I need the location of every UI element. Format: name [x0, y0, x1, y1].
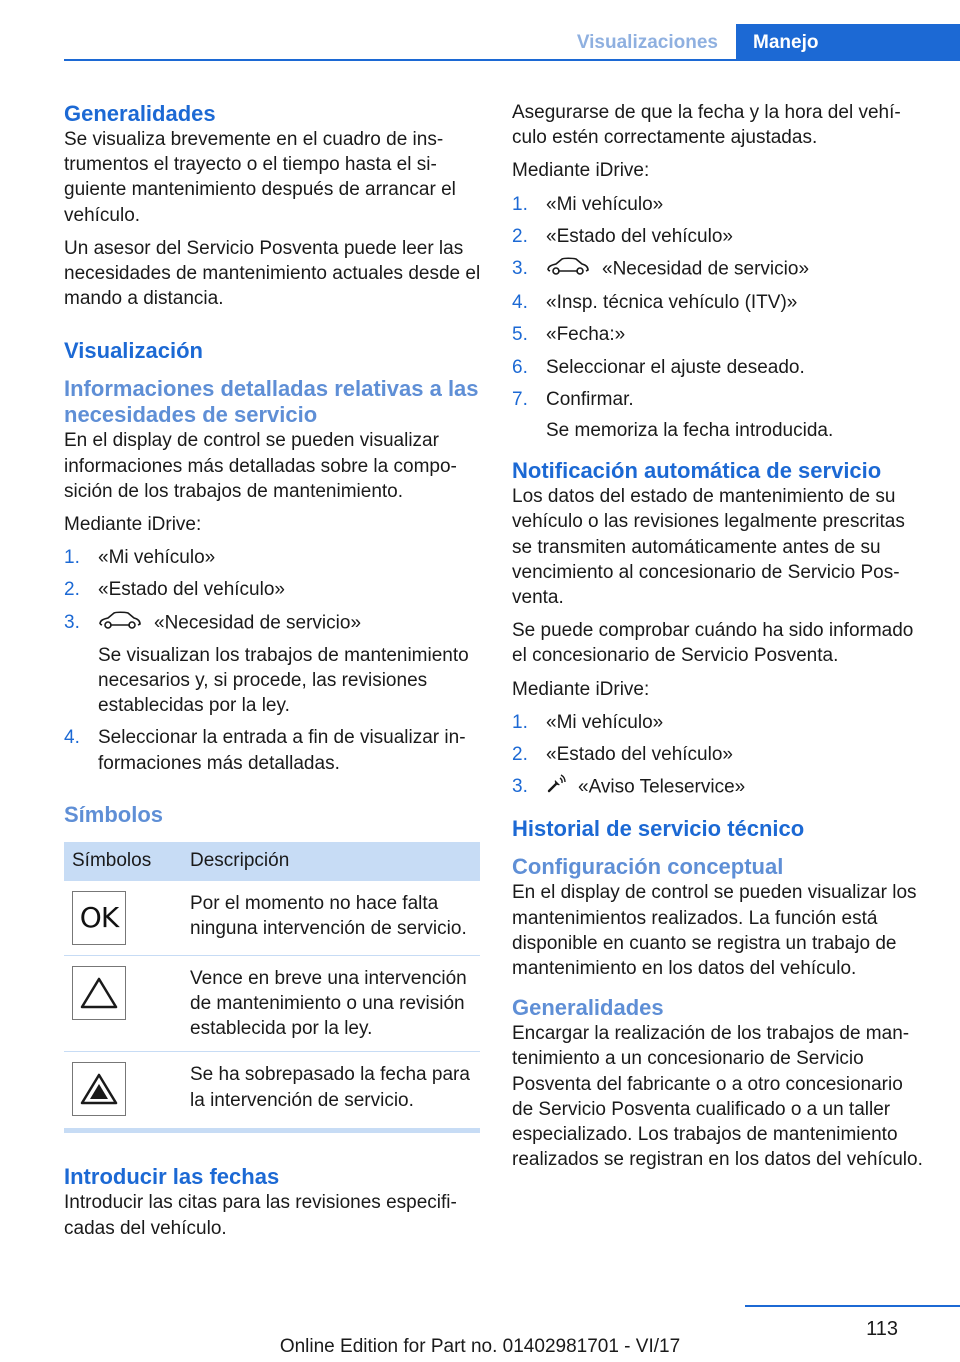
wrench-signal-icon	[546, 774, 566, 801]
table-header-symbols: Símbolos	[64, 842, 182, 881]
steps-list	[512, 192, 928, 444]
table-cell-icon	[64, 881, 182, 956]
warning-triangle-icon	[72, 966, 126, 1020]
step-number: 4.	[512, 292, 528, 314]
heading-simbolos: Símbolos	[64, 801, 164, 827]
edition-footer: Online Edition for Part no. 01402981701 - VI/17	[279, 1336, 681, 1357]
list-item	[512, 355, 928, 380]
step-text: «Estado del vehículo»	[546, 225, 733, 247]
list-item	[512, 774, 928, 801]
step-subtext: Se memoriza la fecha introducida.	[546, 420, 834, 442]
table-cell-description: Se ha sobrepasado la fecha para la intervención de servicio.	[190, 1064, 470, 1111]
table-cell-icon	[64, 1052, 182, 1127]
step-number: 1.	[512, 193, 528, 215]
paragraph: Mediante iDrive:	[64, 514, 202, 536]
step-text: «Mi vehículo»	[546, 711, 664, 733]
paragraph: En el display de control se pueden visualizar informaciones más detalladas sobre la composición de los trabajos de mantenimiento.	[64, 430, 457, 502]
warning-triangle-filled-icon	[72, 1062, 126, 1116]
table-cell-description: Vence en breve una intervención de mantenimiento o una revisión establecida por la ley.	[182, 955, 480, 1052]
step-text: «Necesidad de servicio»	[602, 258, 810, 280]
header-rule	[64, 59, 960, 61]
list-item	[512, 192, 928, 217]
step-text: «Fecha:»	[546, 324, 626, 346]
list-item	[512, 290, 928, 315]
paragraph: Introducir las citas para las revisiones especificadas del vehículo.	[64, 1192, 457, 1239]
paragraph: Mediante iDrive:	[512, 678, 650, 700]
table-end-rule	[64, 1128, 480, 1133]
step-number: 3.	[512, 776, 528, 798]
section-tab: Visualizaciones	[576, 32, 718, 53]
list-item	[64, 545, 482, 570]
list-item	[64, 725, 482, 775]
list-item	[512, 742, 928, 767]
list-item	[512, 710, 928, 735]
paragraph: Encargar la realización de los trabajos de mantenimiento a un concesionario de Servicio Posventa del fabricante o a otro concesionario de Servicio Posventa cualificado o a un taller especializado. Los trabajos de mantenimiento realizados se registran en los datos del vehículo.	[512, 1023, 923, 1171]
chapter-tab: Manejo	[736, 24, 960, 61]
step-text: «Mi vehículo»	[98, 547, 216, 569]
heading-visualizacion: Visualización	[64, 338, 203, 364]
step-text: «Estado del vehículo»	[546, 744, 733, 766]
paragraph: En el display de control se pueden visualizar los mantenimientos realizados. La función está disponible en cuanto se registra un trabajo de mantenimiento en los datos del vehículo.	[512, 882, 917, 980]
table-cell-description: Por el momento no hace falta ninguna intervención de servicio.	[182, 881, 480, 956]
steps-list	[64, 545, 482, 776]
ok-icon	[72, 891, 126, 945]
step-text: «Insp. técnica vehículo (ITV)»	[546, 292, 798, 314]
table-row	[64, 955, 480, 1052]
right-column	[512, 100, 928, 1181]
step-number: 1.	[64, 547, 80, 569]
list-item	[512, 322, 928, 347]
paragraph: Asegurarse de que la fecha y la hora del vehículo estén correctamente ajustadas.	[512, 102, 901, 149]
step-text: «Mi vehículo»	[546, 193, 664, 215]
table-row	[64, 1052, 480, 1127]
left-column	[64, 100, 482, 1249]
step-text: «Estado del vehículo»	[98, 579, 285, 601]
ok-icon-label: OK	[79, 901, 119, 935]
steps-list	[512, 710, 928, 802]
page-header	[64, 24, 960, 61]
table-row	[64, 881, 480, 956]
step-text: Confirmar.	[546, 388, 634, 410]
step-text: Seleccionar la entrada a fin de visualizar informaciones más detalladas.	[98, 727, 466, 774]
step-text: «Necesidad de servicio»	[154, 612, 362, 634]
table-cell-icon	[64, 955, 182, 1052]
step-number: 6.	[512, 356, 528, 378]
heading-generalidades-2: Generalidades	[512, 995, 664, 1021]
step-number: 2.	[512, 225, 528, 247]
paragraph: Se visualiza brevemente en el cuadro de instrumentos el trayecto o el tiempo hasta el siguiente mantenimiento después de arrancar el vehículo.	[64, 129, 456, 226]
list-item	[512, 387, 928, 443]
step-text: «Aviso Teleservice»	[578, 776, 746, 798]
list-item	[512, 256, 928, 283]
footer-rule	[745, 1305, 960, 1307]
paragraph: Los datos del estado de mantenimiento de su vehículo o las revisiones legalmente prescritas se transmiten automáticamente antes de su vencimiento al concesionario de Servicio Posventa.	[512, 486, 905, 609]
step-number: 2.	[512, 744, 528, 766]
paragraph: Un asesor del Servicio Posventa puede leer las necesidades de mantenimiento actuales desde el mando a distancia.	[64, 237, 481, 310]
step-number: 4.	[64, 727, 80, 749]
step-text: Seleccionar el ajuste deseado.	[546, 356, 805, 378]
table-header-row	[64, 842, 480, 881]
table-header-description: Descripción	[182, 842, 480, 881]
car-icon	[546, 256, 590, 283]
step-number: 7.	[512, 388, 528, 410]
heading-historial: Historial de servicio técnico	[512, 816, 805, 842]
step-number: 3.	[64, 611, 80, 633]
step-subtext: Se visualizan los trabajos de mantenimiento necesarios y, si procede, las revisiones establecidas por la ley.	[98, 644, 469, 717]
heading-configuracion: Configuración conceptual	[512, 854, 784, 880]
car-icon	[98, 610, 142, 637]
heading-notificacion: Notificación automática de servicio	[512, 458, 882, 484]
paragraph: Se puede comprobar cuándo ha sido informado el concesionario de Servicio Posventa.	[512, 620, 914, 667]
list-item	[64, 577, 482, 602]
page-number: 113	[866, 1318, 898, 1340]
step-number: 5.	[512, 324, 528, 346]
heading-generalidades: Generalidades	[64, 101, 216, 126]
list-item	[512, 224, 928, 249]
heading-informaciones: Informaciones detalladas relativas a las necesidades de servicio	[64, 376, 479, 428]
heading-introducir-fechas: Introducir las fechas	[64, 1164, 280, 1190]
symbols-table	[64, 842, 480, 1127]
step-number: 3.	[512, 258, 528, 280]
paragraph: Mediante iDrive:	[512, 160, 650, 182]
step-number: 1.	[512, 711, 528, 733]
step-number: 2.	[64, 579, 80, 601]
list-item	[64, 610, 482, 719]
